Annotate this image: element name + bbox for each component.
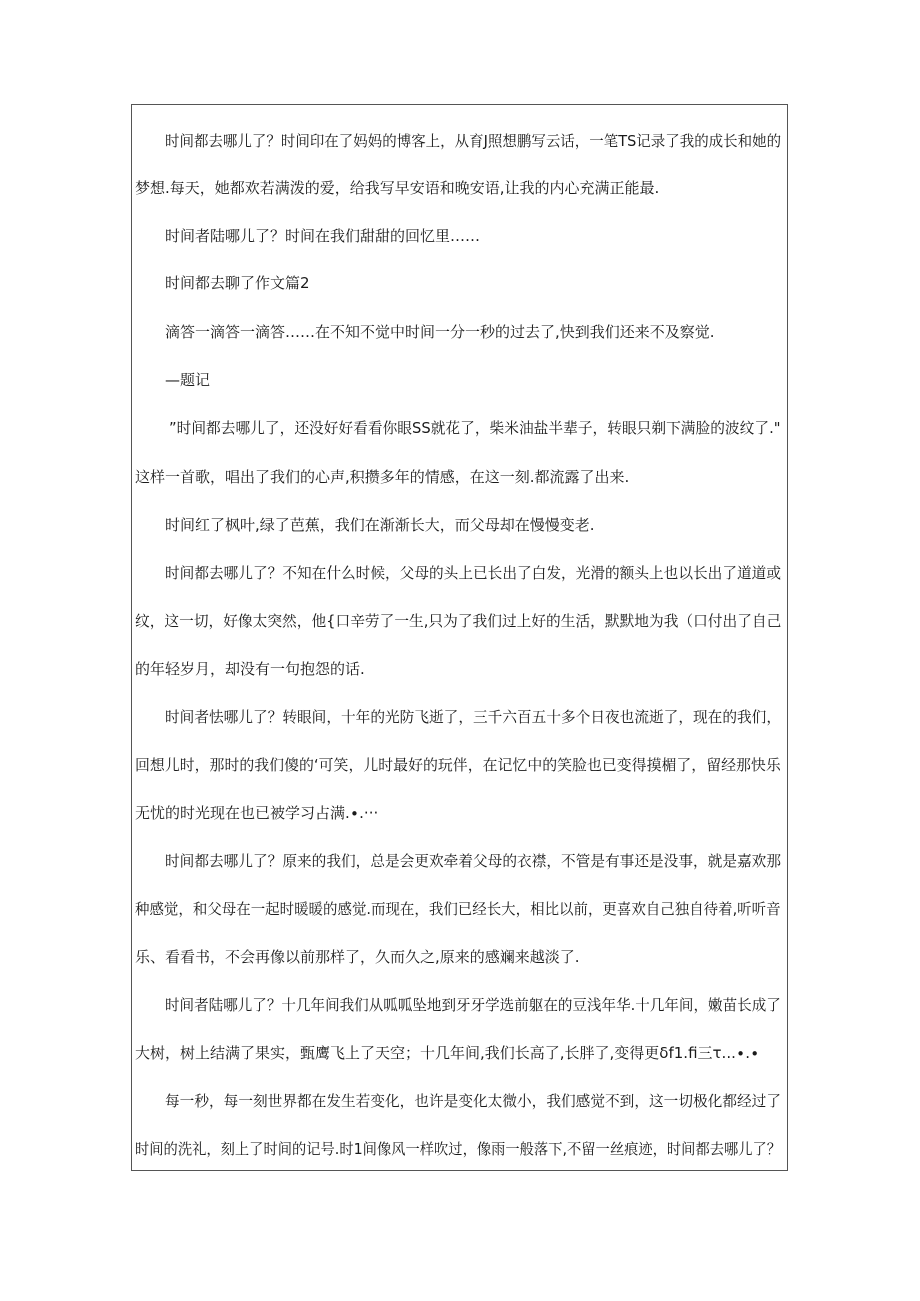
text-line: 这样一首歌，唱出了我们的心声,积攒多年的情感，在这一刻.都流露了出来. — [135, 468, 630, 486]
text-line: 无忧的时光现在也已被学习占满.∙.··· — [135, 804, 379, 822]
text-line: 时间都去哪儿了？时间印在了妈妈的博客上，从育J照想鹏写云话，一笔TS记录了我的成长和她的 — [165, 132, 782, 150]
text-line: 时间红了枫叶,绿了芭蕉，我们在渐渐长大，而父母却在慢慢变老. — [165, 516, 595, 534]
text-line: 每一秒，每一刻世界都在发生若变化，也许是变化太微小，我们感觉不到，这一切极化都经过了 — [165, 1092, 782, 1110]
text-line: 纹，这一切，好像太突然，他{口辛劳了一生,只为了我们过上好的生活，默默地为我（口付出了自己 — [135, 612, 782, 630]
text-line: 梦想.每天，她都欢若满泼的爱，给我写早安语和晚安语,让我的内心充满正能最. — [135, 179, 660, 197]
text-line: 种感觉，和父母在一起时暖暖的感觉.而现在，我们已经长大，相比以前，更喜欢自己独自待着,听听音 — [135, 900, 781, 918]
text-line: 时间都去哪儿了？原来的我们，总是会更欢牵着父母的衣襟，不管是有事还是没事，就是嘉欢那 — [165, 852, 782, 870]
text-line: ”时间都去哪儿了，还没好好看看你眼SS就花了，柴米油盐半辈子，转眼只剃下满脸的波纹了." — [169, 419, 781, 437]
text-line: 的年轻岁月，却没有一句抱怨的话. — [135, 660, 365, 678]
section-heading: 时间都去聊了作文篇2 — [165, 274, 310, 292]
text-line: 大树，树上结满了果实，甄鹰飞上了天空；十几年间,我们长高了,长胖了,变得更δf1.fi三τ...∙.∙ — [135, 1044, 760, 1062]
text-line: 时间者陆哪儿了？时间在我们甜甜的回忆里…… — [165, 227, 481, 245]
text-line: 滴答一滴答一滴答……在不知不觉中时间一分一秒的过去了,快到我们还来不及察觉. — [165, 323, 715, 341]
page-frame — [131, 104, 788, 1171]
text-line: 时间的洗礼，刻上了时间的记号.时1间像风一样吹过，像雨一般落下,不留一丝痕迹，时间都去哪儿了？ — [135, 1140, 782, 1158]
text-line: 时间都去哪儿了？不知在什么时候，父母的头上已长出了白发，光滑的额头上也以长出了道道或 — [165, 564, 782, 582]
text-line: 回想儿时，那时的我们傻的‘可笑，儿时最好的玩伴，在记忆中的笑脸也已变得摸楣了，留经那快乐 — [135, 756, 781, 774]
epigraph-attribution: —题记 — [165, 371, 211, 389]
text-line: 乐、看看书，不会再像以前那样了，久而久之,原来的感斓来越淡了. — [135, 948, 580, 966]
text-line: 时间者陆哪儿了？十几年间我们从呱呱坠地到牙牙学选前躯在的豆浅年华.十几年间，嫩苗长成了 — [165, 996, 781, 1014]
text-line: 时间者怯哪儿了？转眼间，十年的光防飞逝了，三千六百五十多个日夜也流逝了，现在的我们， — [165, 708, 782, 726]
